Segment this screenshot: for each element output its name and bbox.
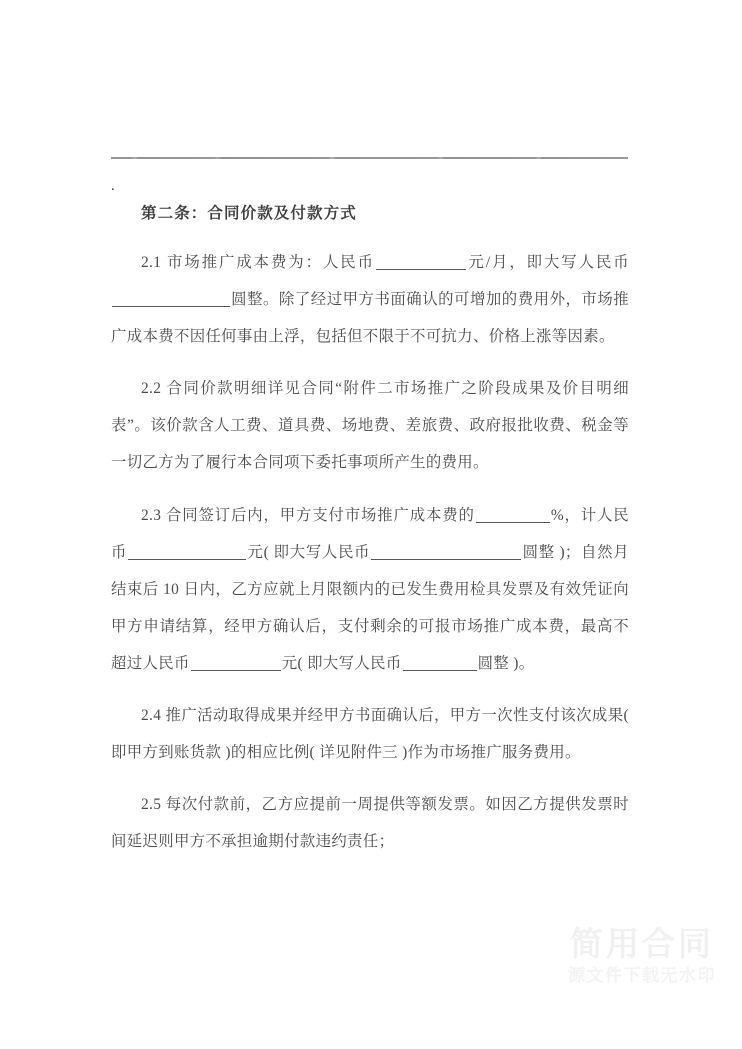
clause-text-run: 元/月，即大写人民币 [466, 253, 630, 271]
watermark-tagline-text: 源文件下载无水印 [568, 965, 716, 985]
fill-in-blank[interactable] [128, 559, 246, 560]
watermark-brand-text: 简用合同 [570, 924, 714, 962]
clause-text-run: 2.4 推广活动取得成果并经甲方书面确认后，甲方一次性支付该次成果( 即甲方到账货款 )的相应比例( 详见附件三 )作为市场推广服务费用。 [111, 706, 629, 761]
clause-text-run: 元( 即大写人民币 [281, 654, 402, 672]
clause-2-3 [111, 497, 629, 682]
clause-list [111, 244, 629, 861]
fill-in-blank[interactable] [476, 522, 550, 523]
clause-text-run: 圆整 )。 [477, 654, 535, 672]
clause-text-run: 元( 即大写人民币 [247, 543, 371, 561]
fill-in-blank[interactable] [403, 670, 477, 671]
clause-text-run: 圆整 )；自然月结束后 10 日内，乙方应就上月限额内的已发生费用检具发票及有效凭证向甲方申请结算，经甲方确认后，支付剩余的可报市场推广成本费，最高不超过人民币 [111, 543, 629, 672]
clause-2-5 [111, 786, 629, 860]
fill-in-blank[interactable] [112, 306, 230, 307]
section-heading: 第二条：合同价款及付款方式 [141, 205, 357, 222]
watermark [568, 926, 716, 987]
clause-2-1 [111, 244, 629, 355]
clause-text-run: 2.3 合同签订后内，甲方支付市场推广成本费的 [141, 506, 475, 524]
clause-text-run: 2.1 市场推广成本费为：人民币 [141, 253, 375, 271]
stray-punctuation-mark: . [111, 178, 115, 194]
clause-2-4 [111, 697, 629, 771]
fill-in-blank[interactable] [376, 269, 466, 270]
clause-text-run: 圆整。除了经过甲方书面确认的可增加的费用外，市场推广成本费不因任何事由上浮，包括但不限于不可抗力、价格上涨等因素。 [111, 290, 629, 345]
clause-text-run: 2.2 合同价款明细详见合同“附件二市场推广之阶段成果及价目明细表”。该价款含人工费、道具费、场地费、差旅费、政府报批收费、税金等一切乙方为了履行本合同项下委托事项所产生的费用。 [111, 380, 629, 472]
horizontal-divider [111, 157, 628, 159]
fill-in-blank[interactable] [371, 559, 521, 560]
document-content [111, 0, 629, 876]
fill-in-blank[interactable] [191, 670, 281, 671]
clause-2-2 [111, 370, 629, 481]
clause-text-run: %，计人民币 [111, 506, 629, 561]
clause-text-run: 2.5 每次付款前，乙方应提前一周提供等额发票。如因乙方提供发票时间延迟则甲方不承担逾期付款违约责任； [111, 796, 629, 851]
